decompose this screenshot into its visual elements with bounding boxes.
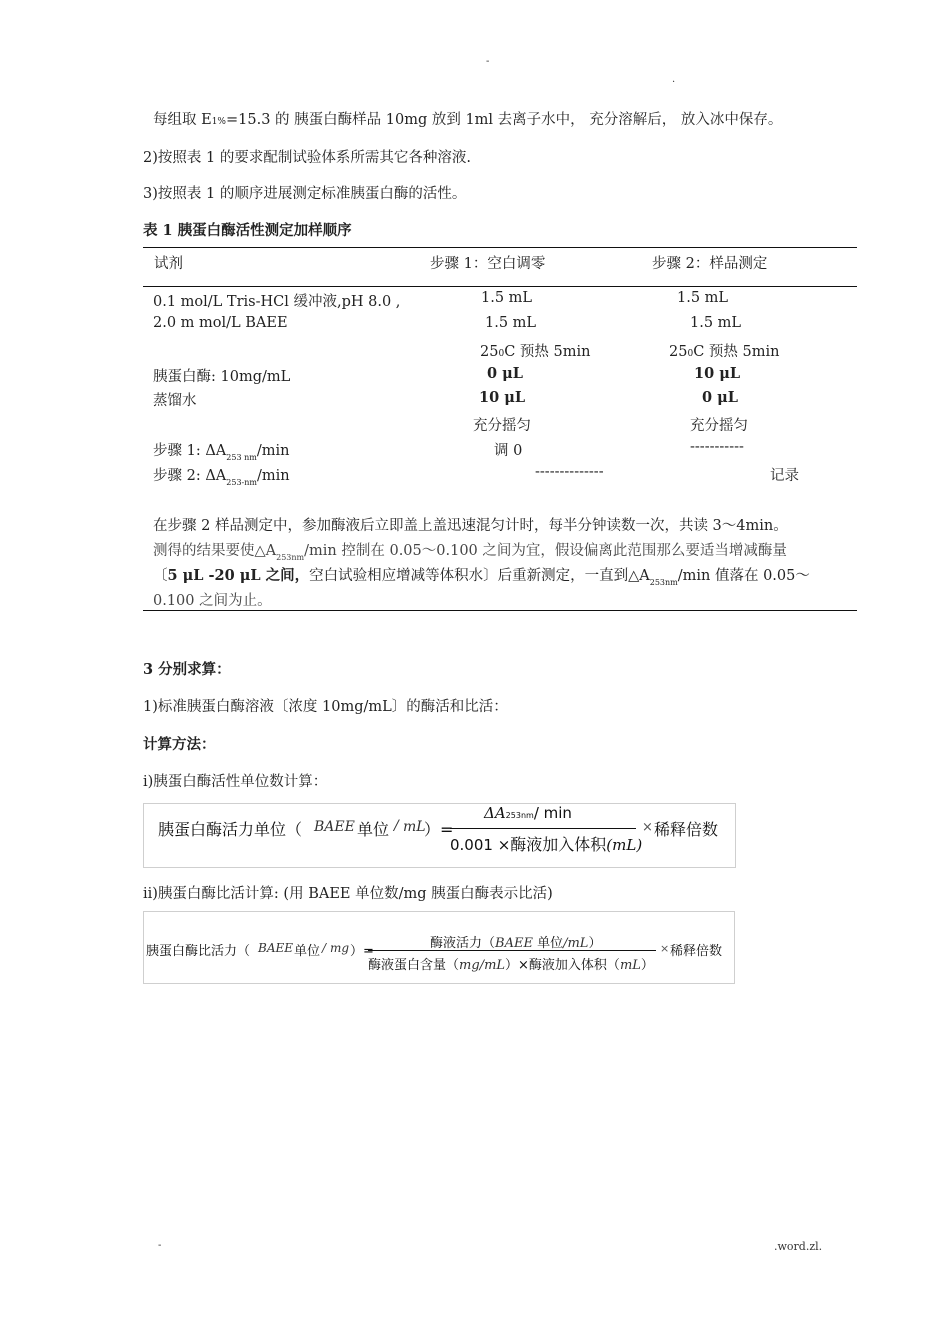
formula-specific-activity <box>143 911 735 984</box>
table-row-4-step1: 10 μL <box>479 389 526 406</box>
table-row-3-reagent: 胰蛋白酶: 10mg/mL <box>153 369 291 385</box>
formula1-fraction-bar <box>450 828 636 829</box>
table-row-1-step1: 1.5 mL <box>485 315 537 331</box>
intro-line-3: 3)按照表 1 的顺序进展测定标准胰蛋白酶的活性。 <box>143 186 467 202</box>
formula1-lhs: 胰蛋白酶活力单位（ <box>158 820 303 839</box>
table-note-line-4: 0.100 之间为止。 <box>153 593 272 609</box>
table-row-6-reagent: 步骤 1: $\Delta A_{253 nm}/\min$ <box>153 443 290 462</box>
table-row-6-step2: ----------- <box>690 439 744 455</box>
table-note-line-2: 测得的结果要使$\triangle A_{253nm}/\min$ 控制在 0.05～0.100 之间为宜，假设偏离此范围那么要适当增减酶量 <box>153 543 787 562</box>
table-row-1-reagent: 2.0 m mol/L BAEE <box>153 315 288 331</box>
table-row-5-step2: 充分摇匀 <box>690 418 748 434</box>
formula2-slash: / <box>322 941 327 955</box>
header-dash: - <box>486 56 490 67</box>
formula1-numerator: ΔA253nm/ min <box>484 804 572 822</box>
table-row-7-step1: -------------- <box>535 464 604 480</box>
table-row-1-step2: 1.5 mL <box>690 315 742 331</box>
formula1-slash: / <box>394 818 399 834</box>
table-row-2-step2: 250C 预热 5min <box>669 344 780 360</box>
formula2-unit-text: 单位 <box>294 944 321 959</box>
formula1-ml: mL <box>403 819 426 835</box>
table-note-line-3: 〔5 μL -20 μL 之间，空白试验相应增减等体积水〕后重新测定，一直到$\triangle A_{253nm}/\min$ 值落在 0.05～ <box>153 567 810 587</box>
formula1-close: ）= <box>424 820 454 839</box>
formula1-unit-italic: BAEE <box>314 819 355 835</box>
table-header-reagent: 试剂 <box>154 256 183 272</box>
table-row-0-reagent: 0.1 mol/L Tris-HCl 缓冲液,pH 8.0 , <box>153 294 401 310</box>
section-3-title: 3 分别求算： <box>143 661 231 678</box>
sub-item-ii: ii)胰蛋白酶比活计算: (用 BAEE 单位数/mg 胰蛋白酶表示比活) <box>143 886 553 902</box>
formula2-mg: mg <box>330 941 350 955</box>
table-row-4-reagent: 蒸馏水 <box>153 393 197 409</box>
intro-line-2: 2)按照表 1 的要求配制试验体系所需其它各种溶液. <box>143 150 471 166</box>
table-row-0-step2: 1.5 mL <box>677 290 729 306</box>
table-row-7-step2: 记录 <box>770 468 799 484</box>
formula-activity-units <box>143 803 736 868</box>
formula2-lhs: 胰蛋白酶比活力（ <box>146 944 251 959</box>
table-row-5-step1: 充分摇匀 <box>473 418 531 434</box>
footer-dash: - <box>158 1240 162 1251</box>
header-dot: . <box>672 74 676 85</box>
table-row-6-step1: 调 0 <box>494 443 523 459</box>
table-caption: 表 1 胰蛋白酶活性测定加样顺序 <box>143 222 352 239</box>
formula2-times: × <box>660 942 670 955</box>
section-3-item-1: 1)标准胰蛋白酶溶液〔浓度 10mg/mL〕的酶活和比活： <box>143 699 508 715</box>
table-header-step2: 步骤 2：样品测定 <box>652 256 768 272</box>
table-row-0-step1: 1.5 mL <box>481 290 533 306</box>
formula1-tail: 稀释倍数 <box>654 820 719 839</box>
table-row-3-step1: 0 μL <box>487 365 523 382</box>
formula2-denominator: 酶液蛋白含量（mg/mL）×酶液加入体积（mL） <box>368 958 654 973</box>
table-row-7-reagent: 步骤 2: $\Delta A_{253-nm}/\min$ <box>153 468 290 487</box>
table-note-line-1: 在步骤 2 样品测定中，参加酶液后立即盖上盖迅速混匀计时，每半分钟读数一次，共读 3～4min。 <box>153 518 788 534</box>
method-title: 计算方法： <box>143 736 216 753</box>
table-header-rule <box>143 286 857 287</box>
formula2-fraction-bar <box>368 950 656 951</box>
formula2-tail: 稀释倍数 <box>670 944 723 959</box>
formula1-times: × <box>642 820 653 835</box>
formula2-close: ）= <box>350 944 374 959</box>
table-row-3-step2: 10 μL <box>694 365 741 382</box>
table-top-rule <box>143 247 857 248</box>
formula1-denominator: 0.001 ×酶液加入体积(mL) <box>450 835 643 854</box>
sub-item-i: i)胰蛋白酶活性单位数计算： <box>143 774 328 790</box>
table-row-2-step1: 250C 预热 5min <box>480 344 591 360</box>
formula2-unit-italic: BAEE <box>258 941 294 955</box>
intro-line-1: 每组取 E1%=15.3 的 胰蛋白酶样品 10mg 放到 1ml 去离子水中， 充分溶解后， 放入冰中保存。 <box>153 112 783 128</box>
footer-brand: .word.zl. <box>774 1240 823 1253</box>
table-row-4-step2: 0 μL <box>702 389 738 406</box>
formula1-unit-text: 单位 <box>357 820 390 839</box>
formula2-numerator: 酶液活力（BAEE 单位/mL） <box>430 936 602 951</box>
table-bottom-rule <box>143 610 857 611</box>
table-header-step1: 步骤 1：空白调零 <box>430 256 546 272</box>
